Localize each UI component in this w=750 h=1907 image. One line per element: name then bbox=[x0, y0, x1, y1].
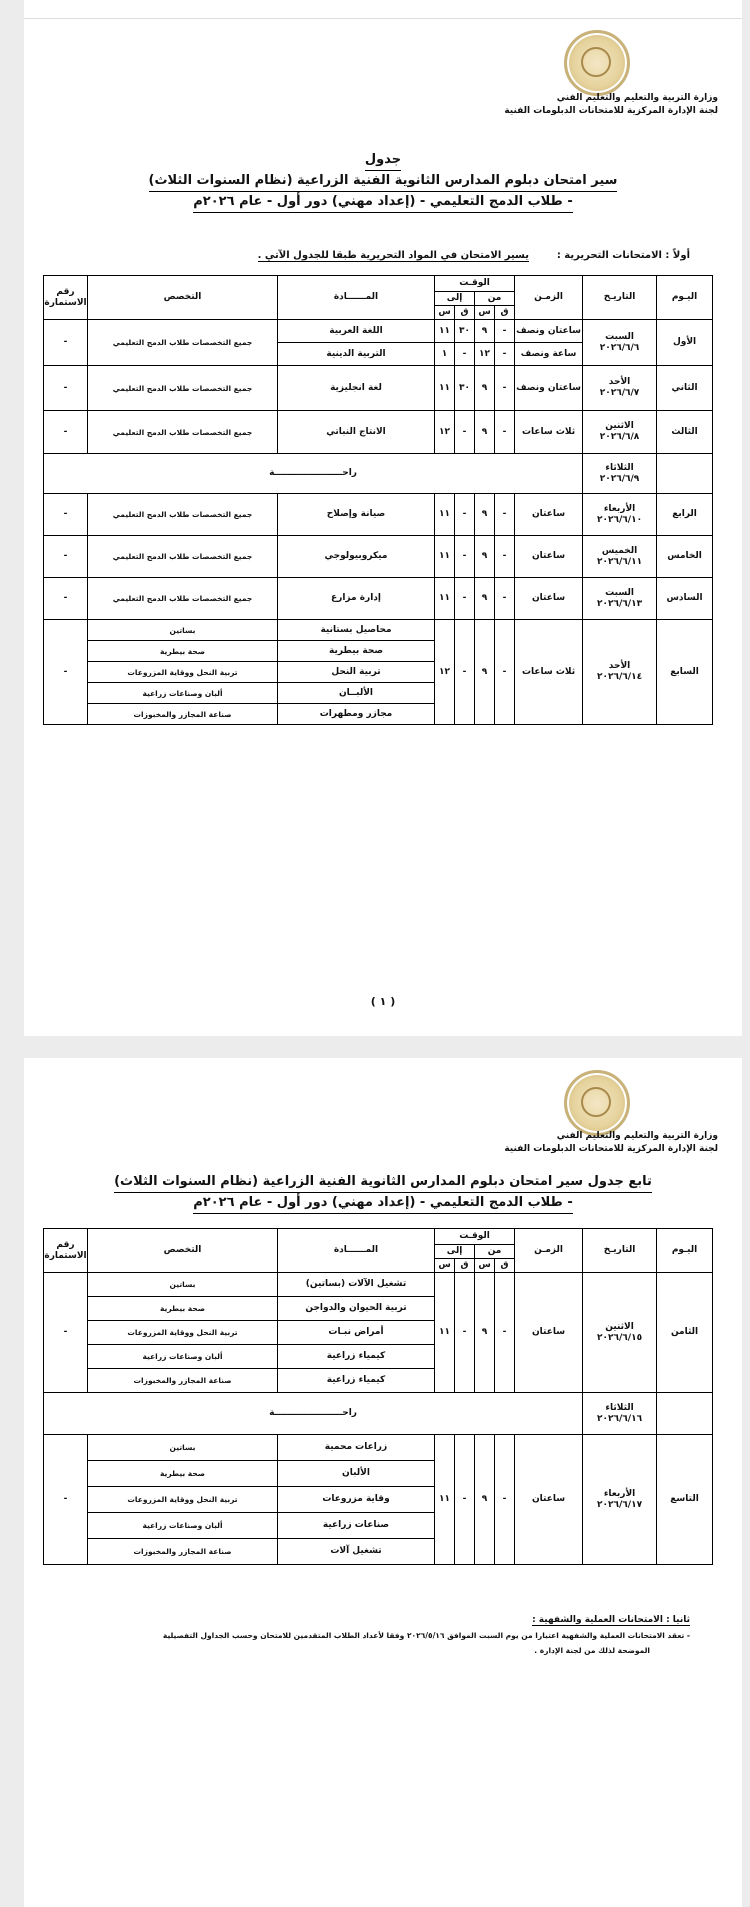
cell-duration: ساعتان ونصف bbox=[515, 366, 583, 411]
header-duration: الزمـن bbox=[515, 276, 583, 320]
cell-to-hour: ١٢ bbox=[435, 620, 455, 725]
cell-from-hour: ٩ bbox=[475, 366, 495, 411]
table-row bbox=[44, 1435, 713, 1461]
cell-to-hour: ١١ bbox=[435, 494, 455, 536]
cell-exam-number: - bbox=[44, 1435, 88, 1565]
cell-date: الأربعاء ٢٠٢٦/٦/١٠ bbox=[583, 494, 657, 536]
table-row bbox=[44, 620, 713, 641]
cell-specialization: تربية النحل ووقاية المزروعات bbox=[88, 1321, 278, 1345]
cell-to-min: - bbox=[455, 411, 475, 454]
cell-rest-empty bbox=[657, 454, 713, 494]
section-label: أولاً : الامتحانات التحريرية : bbox=[556, 250, 690, 261]
cell-to-hour: ١ bbox=[435, 343, 455, 366]
cell-from-min: - bbox=[495, 620, 515, 725]
cell-to-min: - bbox=[455, 494, 475, 536]
cell-duration: ساعة ونصف bbox=[515, 343, 583, 366]
header-specialization: التخصص bbox=[88, 1229, 278, 1273]
cell-duration: ساعتان bbox=[515, 1273, 583, 1393]
cell-day: السابع bbox=[657, 620, 713, 725]
cell-day: التاسع bbox=[657, 1435, 713, 1565]
cell-day: الثالث bbox=[657, 411, 713, 454]
cell-exam-number: - bbox=[44, 411, 88, 454]
ministry-name: وزارة التربية والتعليم والتعليم الفني bbox=[556, 93, 718, 103]
ministry-header bbox=[504, 1130, 718, 1156]
cell-date: السبت ٢٠٢٦/٦/٦ bbox=[583, 320, 657, 366]
cell-from-hour: ٩ bbox=[475, 578, 495, 620]
cell-to-min: - bbox=[455, 1273, 475, 1393]
cell-from-hour: ٩ bbox=[475, 494, 495, 536]
header-from: من bbox=[475, 1245, 515, 1259]
cell-subject: تشغيل الآلات (بساتين) bbox=[278, 1273, 435, 1297]
notes-title: ثانيا : الامتحانات العملية والشفهية : bbox=[532, 1615, 690, 1625]
cell-date: الاثنين ٢٠٢٦/٦/٨ bbox=[583, 411, 657, 454]
table-row bbox=[44, 494, 713, 536]
cell-subject: الانتاج النباتي bbox=[278, 411, 435, 454]
header-exam-number: رقم الاستمارة bbox=[44, 276, 88, 320]
cell-from-hour: ٩ bbox=[475, 536, 495, 578]
cell-subject: اللغة العربية bbox=[278, 320, 435, 343]
cell-from-min: - bbox=[495, 366, 515, 411]
cell-day: الرابع bbox=[657, 494, 713, 536]
header-date: التاريـخ bbox=[583, 1229, 657, 1273]
notes-line: الموضحة لذلك من لجنة الإدارة . bbox=[534, 1646, 650, 1655]
cell-to-hour: ١١ bbox=[435, 320, 455, 343]
cell-specialization: جميع التخصصات طلاب الدمج التعليمي bbox=[88, 320, 278, 366]
table-row bbox=[44, 536, 713, 578]
cell-specialization: جميع التخصصات طلاب الدمج التعليمي bbox=[88, 366, 278, 411]
cell-exam-number: - bbox=[44, 320, 88, 366]
document-page-2 bbox=[24, 1058, 742, 1907]
cell-to-hour: ١١ bbox=[435, 366, 455, 411]
cell-date: الأحد ٢٠٢٦/٦/١٤ bbox=[583, 620, 657, 725]
cell-date: الأربعاء ٢٠٢٦/٦/١٧ bbox=[583, 1435, 657, 1565]
header-time: الوقـت bbox=[435, 1229, 515, 1245]
cell-specialization: صحة بيطرية bbox=[88, 641, 278, 662]
title-line-main: سير امتحان دبلوم المدارس الثانوية الفنية الزراعية (نظام السنوات الثلاث) bbox=[149, 171, 618, 192]
section-text: يسير الامتحان في المواد التحريرية طبقا للجدول الآتي . bbox=[257, 250, 529, 261]
cell-specialization: بساتين bbox=[88, 1435, 278, 1461]
header-hours: س bbox=[435, 1259, 455, 1273]
cell-from-hour: ١٢ bbox=[475, 343, 495, 366]
cell-subject: وقاية مزروعات bbox=[278, 1487, 435, 1513]
cell-specialization: تربية النحل ووقاية المزروعات bbox=[88, 1487, 278, 1513]
cell-specialization: ألبان وصناعات زراعية bbox=[88, 683, 278, 704]
cell-from-min: - bbox=[495, 411, 515, 454]
cell-to-min: - bbox=[455, 578, 475, 620]
cell-specialization: ألبان وصناعات زراعية bbox=[88, 1345, 278, 1369]
title-line-sub: - طلاب الدمج التعليمي - (إعداد مهني) دور أول - عام ٢٠٢٦م bbox=[193, 192, 572, 213]
ministry-header bbox=[504, 92, 718, 118]
document-title-continued bbox=[24, 1172, 742, 1214]
header-subject: المــــــادة bbox=[278, 276, 435, 320]
table-row-rest bbox=[44, 1393, 713, 1435]
table-row bbox=[44, 366, 713, 411]
committee-name: لجنة الإدارة المركزية للامتحانات الدبلومات الفنية bbox=[504, 106, 718, 116]
cell-exam-number: - bbox=[44, 536, 88, 578]
header-hours: س bbox=[475, 1259, 495, 1273]
header-subject: المــــــادة bbox=[278, 1229, 435, 1273]
cell-duration: ساعتان ونصف bbox=[515, 320, 583, 343]
cell-from-hour: ٩ bbox=[475, 1273, 495, 1393]
cell-to-hour: ١١ bbox=[435, 1435, 455, 1565]
header-day: اليـوم bbox=[657, 276, 713, 320]
header-time: الوقـت bbox=[435, 276, 515, 292]
cell-from-min: - bbox=[495, 494, 515, 536]
cell-specialization: بساتين bbox=[88, 620, 278, 641]
header-exam-number: رقم الاستمارة bbox=[44, 1229, 88, 1273]
cell-day: السادس bbox=[657, 578, 713, 620]
table-row-rest bbox=[44, 454, 713, 494]
cell-exam-number: - bbox=[44, 494, 88, 536]
cell-exam-number: - bbox=[44, 620, 88, 725]
header-minutes: ق bbox=[495, 1259, 515, 1273]
cell-from-min: - bbox=[495, 578, 515, 620]
header-hours: س bbox=[475, 306, 495, 320]
cell-date: الأحد ٢٠٢٦/٦/٧ bbox=[583, 366, 657, 411]
cell-day: الأول bbox=[657, 320, 713, 366]
cell-to-hour: ١١ bbox=[435, 536, 455, 578]
committee-name: لجنة الإدارة المركزية للامتحانات الدبلومات الفنية bbox=[504, 1144, 718, 1154]
cell-subject: الألبــان bbox=[278, 683, 435, 704]
title-line-main: تابع جدول سير امتحان دبلوم المدارس الثانوية الفنية الزراعية (نظام السنوات الثلاث) bbox=[114, 1172, 652, 1193]
cell-subject: إدارة مزارع bbox=[278, 578, 435, 620]
table-row bbox=[44, 320, 713, 343]
cell-specialization: بساتين bbox=[88, 1273, 278, 1297]
exam-schedule-table-2 bbox=[43, 1228, 713, 1565]
cell-specialization: جميع التخصصات طلاب الدمج التعليمي bbox=[88, 578, 278, 620]
cell-from-hour: ٩ bbox=[475, 620, 495, 725]
cell-specialization: جميع التخصصات طلاب الدمج التعليمي bbox=[88, 494, 278, 536]
cell-subject: صيانة وإصلاح bbox=[278, 494, 435, 536]
cell-from-min: - bbox=[495, 343, 515, 366]
cell-specialization: صحة بيطرية bbox=[88, 1461, 278, 1487]
document-page-1 bbox=[24, 0, 742, 1036]
cell-subject: زراعات محمية bbox=[278, 1435, 435, 1461]
cell-from-min: - bbox=[495, 536, 515, 578]
cell-from-min: - bbox=[495, 320, 515, 343]
cell-rest-empty bbox=[657, 1393, 713, 1435]
document-title bbox=[24, 150, 742, 213]
cell-date: الثلاثاء ٢٠٢٦/٦/١٦ bbox=[583, 1393, 657, 1435]
cell-subject: مجازر ومطهرات bbox=[278, 704, 435, 725]
header-specialization: التخصص bbox=[88, 276, 278, 320]
cell-from-min: - bbox=[495, 1435, 515, 1565]
table-row bbox=[44, 578, 713, 620]
ministry-name: وزارة التربية والتعليم والتعليم الفني bbox=[556, 1131, 718, 1141]
cell-specialization: جميع التخصصات طلاب الدمج التعليمي bbox=[88, 411, 278, 454]
cell-rest: راحــــــــــــــــــــــة bbox=[44, 454, 583, 494]
cell-exam-number: - bbox=[44, 578, 88, 620]
cell-to-hour: ١٢ bbox=[435, 411, 455, 454]
cell-day: الثاني bbox=[657, 366, 713, 411]
cell-date: الثلاثاء ٢٠٢٦/٦/٩ bbox=[583, 454, 657, 494]
cell-to-min: ٣٠ bbox=[455, 320, 475, 343]
table-row bbox=[44, 1273, 713, 1297]
cell-specialization: صناعة المجازر والمخبوزات bbox=[88, 704, 278, 725]
ministry-seal-icon bbox=[564, 30, 630, 96]
cell-subject: التربية الدينية bbox=[278, 343, 435, 366]
cell-duration: ثلاث ساعات bbox=[515, 620, 583, 725]
cell-from-hour: ٩ bbox=[475, 320, 495, 343]
header-duration: الزمـن bbox=[515, 1229, 583, 1273]
ministry-seal-icon bbox=[564, 1070, 630, 1136]
cell-subject: الألبان bbox=[278, 1461, 435, 1487]
cell-duration: ساعتان bbox=[515, 1435, 583, 1565]
cell-to-hour: ١١ bbox=[435, 578, 455, 620]
cell-subject: تربية النحل bbox=[278, 662, 435, 683]
cell-date: الخميس ٢٠٢٦/٦/١١ bbox=[583, 536, 657, 578]
header-minutes: ق bbox=[495, 306, 515, 320]
notes-line: - تعقد الامتحانات العملية والشفهية اعتبارا من يوم السبت الموافق ٢٠٢٦/٥/١٦ وفقا لأعداد الطلاب المتقدمين للامتحان وحسب الجداول التفصيلية bbox=[162, 1631, 690, 1640]
cell-exam-number: - bbox=[44, 1273, 88, 1393]
cell-subject: صناعات زراعية bbox=[278, 1513, 435, 1539]
cell-from-hour: ٩ bbox=[475, 411, 495, 454]
cell-subject: تشغيل آلات bbox=[278, 1539, 435, 1565]
cell-specialization: صناعة المجازر والمخبوزات bbox=[88, 1369, 278, 1393]
cell-subject: تربية الحيوان والدواجن bbox=[278, 1297, 435, 1321]
cell-specialization: صناعة المجازر والمخبوزات bbox=[88, 1539, 278, 1565]
cell-specialization: جميع التخصصات طلاب الدمج التعليمي bbox=[88, 536, 278, 578]
cell-day: الخامس bbox=[657, 536, 713, 578]
cell-subject: محاصيل بستانية bbox=[278, 620, 435, 641]
cell-rest: راحــــــــــــــــــــــة bbox=[44, 1393, 583, 1435]
cell-from-hour: ٩ bbox=[475, 1435, 495, 1565]
cell-date: السبت ٢٠٢٦/٦/١٣ bbox=[583, 578, 657, 620]
cell-duration: ساعتان bbox=[515, 536, 583, 578]
title-word: جدول bbox=[365, 150, 401, 171]
cell-to-min: ٣٠ bbox=[455, 366, 475, 411]
cell-specialization: صحة بيطرية bbox=[88, 1297, 278, 1321]
cell-from-min: - bbox=[495, 1273, 515, 1393]
cell-duration: ساعتان bbox=[515, 494, 583, 536]
cell-duration: ساعتان bbox=[515, 578, 583, 620]
cell-to-min: - bbox=[455, 620, 475, 725]
header-from: من bbox=[475, 292, 515, 306]
cell-specialization: ألبان وصناعات زراعية bbox=[88, 1513, 278, 1539]
cell-to-min: - bbox=[455, 1435, 475, 1565]
cell-specialization: تربية النحل ووقاية المزروعات bbox=[88, 662, 278, 683]
cell-to-hour: ١١ bbox=[435, 1273, 455, 1393]
header-to: إلى bbox=[435, 292, 475, 306]
cell-subject: كيمياء زراعية bbox=[278, 1345, 435, 1369]
exam-schedule-table-1 bbox=[43, 275, 713, 725]
header-to: إلى bbox=[435, 1245, 475, 1259]
cell-exam-number: - bbox=[44, 366, 88, 411]
cell-to-min: - bbox=[455, 343, 475, 366]
cell-subject: صحة بيطرية bbox=[278, 641, 435, 662]
header-minutes: ق bbox=[455, 306, 475, 320]
cell-date: الاثنين ٢٠٢٦/٦/١٥ bbox=[583, 1273, 657, 1393]
header-minutes: ق bbox=[455, 1259, 475, 1273]
header-hours: س bbox=[435, 306, 455, 320]
title-line-sub: - طلاب الدمج التعليمي - (إعداد مهني) دور أول - عام ٢٠٢٦م bbox=[193, 1193, 572, 1214]
cell-subject: ميكروبيولوجي bbox=[278, 536, 435, 578]
page-number: ( ١ ) bbox=[370, 995, 396, 1008]
header-date: التاريـخ bbox=[583, 276, 657, 320]
cell-day: الثامن bbox=[657, 1273, 713, 1393]
cell-subject: لغة انجليزية bbox=[278, 366, 435, 411]
practical-exams-notes bbox=[64, 1613, 690, 1658]
cell-to-min: - bbox=[455, 536, 475, 578]
header-day: اليـوم bbox=[657, 1229, 713, 1273]
section-written-exams bbox=[258, 250, 690, 261]
page-top-strip bbox=[24, 0, 742, 19]
cell-subject: أمراض نبـات bbox=[278, 1321, 435, 1345]
cell-subject: كيمياء زراعية bbox=[278, 1369, 435, 1393]
table-row bbox=[44, 411, 713, 454]
cell-duration: ثلاث ساعات bbox=[515, 411, 583, 454]
